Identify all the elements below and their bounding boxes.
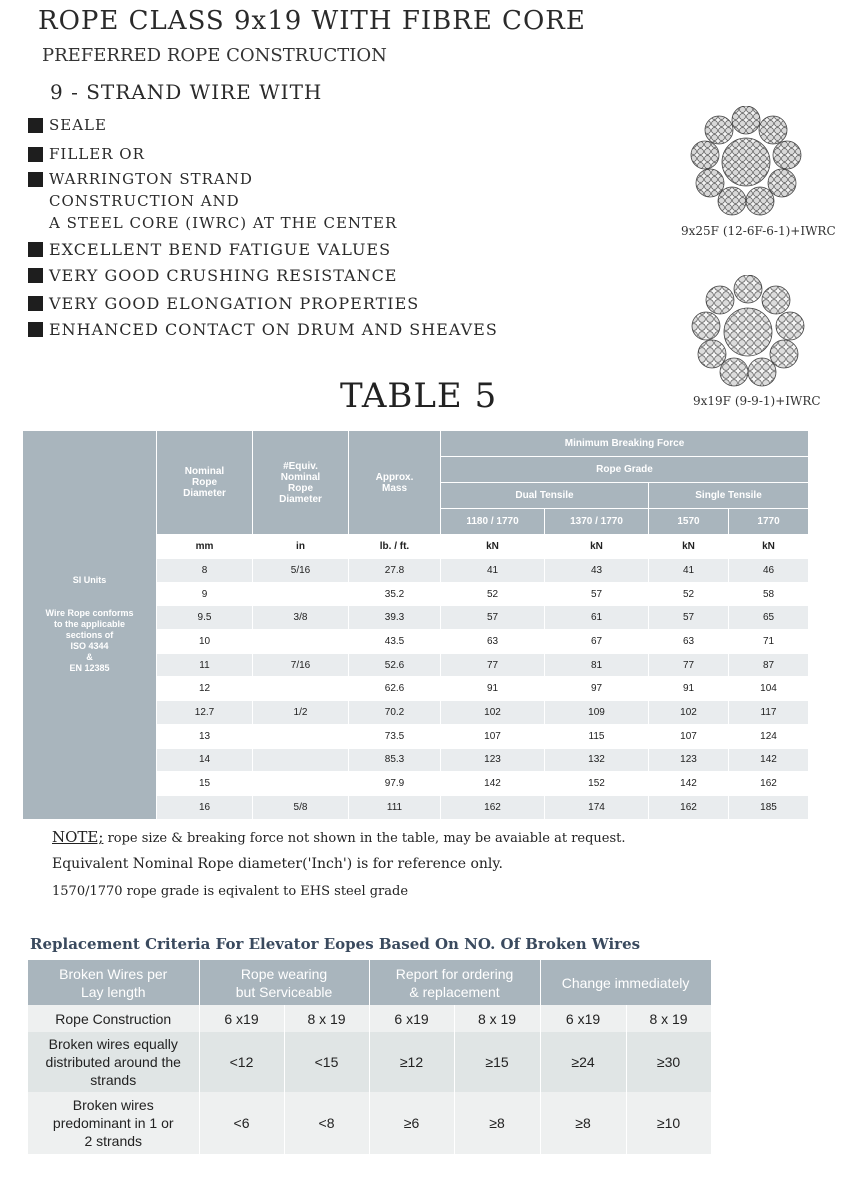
intro-line: 9 - STRAND WIRE WITH xyxy=(50,80,323,104)
header-change-immediately: Change immediately xyxy=(540,960,711,1005)
unit-cell: kN xyxy=(545,535,649,559)
header-nominal-diameter: Nominal Rope Diameter xyxy=(157,431,253,535)
rope-2-caption: 9x19F (9-9-1)+IWRC xyxy=(693,394,821,408)
bullet-square-icon xyxy=(28,296,43,311)
page-title: ROPE CLASS 9x19 WITH FIBRE CORE xyxy=(38,6,586,36)
feature-warrington: WARRINGTON STRAND xyxy=(28,170,253,188)
unit-cell: mm xyxy=(157,535,253,559)
unit-cell: kN xyxy=(649,535,729,559)
header-grade-1370-1770: 1370 / 1770 xyxy=(545,509,649,535)
header-dual-tensile: Dual Tensile xyxy=(441,483,649,509)
header-grade-1180-1770: 1180 / 1770 xyxy=(441,509,545,535)
table-row: 13 73.5 107 115 107 124 xyxy=(23,724,809,748)
unit-cell: kN xyxy=(441,535,545,559)
table-row: 12 62.6 91 97 91 104 xyxy=(23,677,809,701)
unit-cell: kN xyxy=(729,535,809,559)
header-equiv-diameter: #Equiv. Nominal Rope Diameter xyxy=(253,431,349,535)
table-side-note: SI Units Wire Rope conforms to the applicable sections of ISO 4344 & EN 12385 xyxy=(23,431,157,820)
header-broken-wires: Broken Wires per Lay length xyxy=(28,960,199,1005)
feature-contact: ENHANCED CONTACT ON DRUM AND SHEAVES xyxy=(28,320,498,339)
rope-1-caption: 9x25F (12-6F-6-1)+IWRC xyxy=(681,224,836,238)
feature-bend: EXCELLENT BEND FATIGUE VALUES xyxy=(28,240,391,259)
table-row: Broken wires predominant in 1 or 2 strands <6 <8 ≥6 ≥8 ≥8 ≥10 xyxy=(28,1092,711,1154)
bullet-square-icon xyxy=(28,268,43,283)
header-single-tensile: Single Tensile xyxy=(649,483,809,509)
header-approx-mass: Approx. Mass xyxy=(349,431,441,535)
table-row: 11 7/16 52.6 77 81 77 87 xyxy=(23,653,809,677)
table-row: 16 5/8 111 162 174 162 185 xyxy=(23,795,809,819)
table-row: 15 97.9 142 152 142 162 xyxy=(23,772,809,796)
table-row: 10 43.5 63 67 63 71 xyxy=(23,630,809,654)
bullet-square-icon xyxy=(28,322,43,337)
table-row: 9.5 3/8 39.3 57 61 57 65 xyxy=(23,606,809,630)
table-row: Rope Construction 6 x19 8 x 19 6 x19 8 x 19 6 x19 8 x 19 xyxy=(28,1005,711,1032)
note-line-1: NOTE; rope size & breaking force not shown in the table, may be avaiable at request. xyxy=(52,828,626,846)
page-subtitle: PREFERRED ROPE CONSTRUCTION xyxy=(42,45,387,66)
rope-specification-table xyxy=(22,430,809,820)
header-rope-grade: Rope Grade xyxy=(441,457,809,483)
replacement-criteria-table xyxy=(28,960,712,1154)
header-report-ordering: Report for ordering & replacement xyxy=(369,960,540,1005)
bullet-square-icon xyxy=(28,147,43,162)
rope-9x25f-cross-section-icon xyxy=(690,106,802,218)
unit-cell: in xyxy=(253,535,349,559)
unit-cell: lb. / ft. xyxy=(349,535,441,559)
bullet-square-icon xyxy=(28,118,43,133)
header-rope-wearing: Rope wearing but Serviceable xyxy=(199,960,369,1005)
table-5-title: TABLE 5 xyxy=(340,376,498,416)
rope-9x19f-cross-section-icon xyxy=(690,275,806,389)
feature-warrington-line-2: CONSTRUCTION AND xyxy=(49,192,240,210)
table-row: 8 5/16 27.8 41 43 41 46 xyxy=(23,559,809,583)
header-grade-1770: 1770 xyxy=(729,509,809,535)
feature-seale: SEALE xyxy=(28,116,107,134)
header-min-breaking-force: Minimum Breaking Force xyxy=(441,431,809,457)
note-line-3: 1570/1770 rope grade is eqivalent to EHS steel grade xyxy=(52,884,409,899)
feature-filler: FILLER OR xyxy=(28,145,145,163)
feature-warrington-line-3: A STEEL CORE (IWRC) AT THE CENTER xyxy=(49,214,398,232)
feature-crushing: VERY GOOD CRUSHING RESISTANCE xyxy=(28,266,397,285)
header-grade-1570: 1570 xyxy=(649,509,729,535)
note-line-2: Equivalent Nominal Rope diameter('Inch') is for reference only. xyxy=(52,856,503,872)
bullet-square-icon xyxy=(28,242,43,257)
table-row: Broken wires equally distributed around the strands <12 <15 ≥12 ≥15 ≥24 ≥30 xyxy=(28,1032,711,1092)
table-row: 9 35.2 52 57 52 58 xyxy=(23,582,809,606)
table-row: 14 85.3 123 132 123 142 xyxy=(23,748,809,772)
feature-elongation: VERY GOOD ELONGATION PROPERTIES xyxy=(28,294,419,313)
table-row: 12.7 1/2 70.2 102 109 102 117 xyxy=(23,701,809,725)
replacement-criteria-title: Replacement Criteria For Elevator Eopes Based On NO. Of Broken Wires xyxy=(30,935,641,953)
bullet-square-icon xyxy=(28,172,43,187)
